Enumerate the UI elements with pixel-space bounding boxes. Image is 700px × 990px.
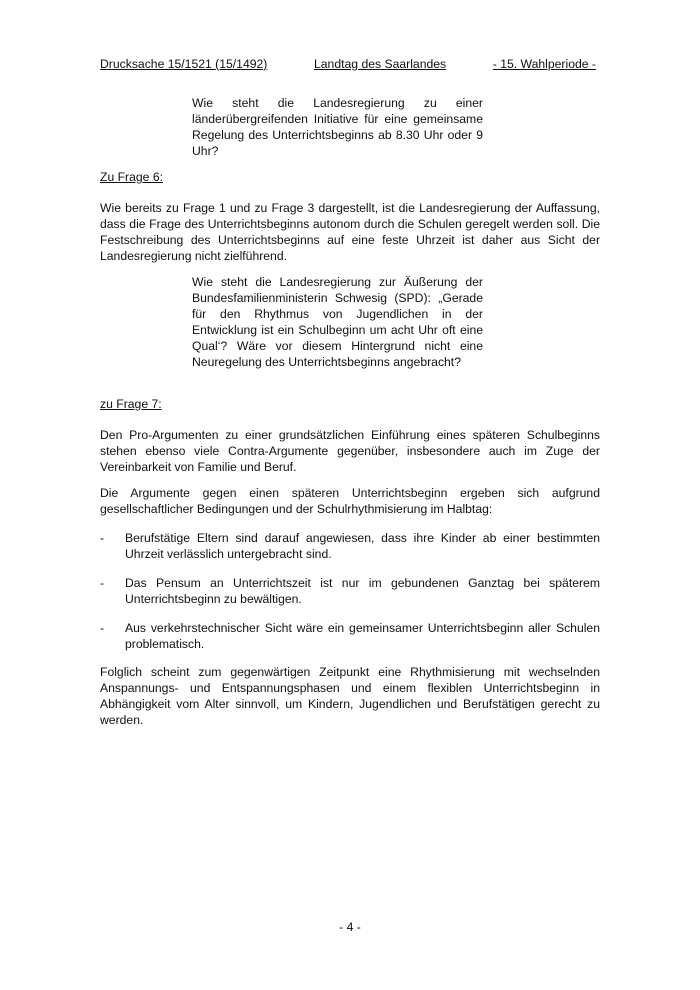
answer-6-heading: Zu Frage 6: [100, 170, 163, 184]
page-header [100, 56, 596, 72]
answer-7-conclusion: Folglich scheint zum gegenwärtigen Zeitpunkt eine Rhythmisierung mit wechselnden Anspannungs- und Entspannungsphasen und einem flexiblen Unterrichtsbeginn in Abhängigkeit vom Alter sinnvoll, um Kindern, Jugendlichen und Berufstätigen gerecht zu werden. [100, 665, 600, 727]
header-legislative-period: - 15. Wahlperiode - [492, 57, 596, 71]
bullet-text: Das Pensum an Unterrichtszeit ist nur im gebundenen Ganztag bei späterem Unterrichtsbeginn zu bewältigen. [125, 576, 600, 606]
bullet-marker: - [100, 531, 105, 545]
answer-6-text: Wie bereits zu Frage 1 und zu Frage 3 dargestellt, ist die Landesregierung der Auffassung, dass die Frage des Unterrichtsbeginns autonom durch die Schulen geregelt werden soll. Die Festschreibung des Unterrichtsbeginns auf eine feste Uhrzeit ist daher aus Sicht der Landesregierung nicht zielführend. [100, 201, 600, 263]
question-5-text: Wie steht die Landesregierung zu einer länderübergreifenden Initiative für eine gemeinsame Regelung des Unterrichtsbeginns ab 8.30 Uhr oder 9 Uhr? [192, 96, 483, 158]
bullet-marker: - [100, 576, 105, 590]
header-parliament-name: Landtag des Saarlandes [314, 57, 447, 71]
answer-7-paragraph-2: Die Argumente gegen einen späteren Unterrichtsbeginn ergeben sich aufgrund gesellschaftlicher Bedingungen und der Schulrhythmisierung im Halbtag: [100, 486, 600, 516]
answer-7-heading: zu Frage 7: [100, 397, 162, 411]
question-7-text: Wie steht die Landesregierung zur Äußerung der Bundesfamilienministerin Schwesig (SPD): „Gerade für den Rhythmus von Jugendlichen in der Entwicklung ist ein Schulbeginn um acht Uhr oft eine Qual‘? Wäre vor diesem Hintergrund nicht eine Neuregelung des Unterrichtsbeginns angebracht? [192, 275, 483, 369]
bullet-text: Aus verkehrstechnischer Sicht wäre ein gemeinsamer Unterrichtsbeginn aller Schulen problematisch. [125, 621, 600, 651]
bullet-text: Berufstätige Eltern sind darauf angewiesen, dass ihre Kinder ab einer bestimmten Uhrzeit verlässlich untergebracht sind. [125, 531, 600, 561]
bullet-marker: - [100, 621, 105, 635]
header-document-number: Drucksache 15/1521 (15/1492) [100, 57, 268, 71]
answer-7-paragraph-1: Den Pro-Argumenten zu einer grundsätzlichen Einführung eines späteren Schulbeginns stehen ebenso viele Contra-Argumente gegenüber, insbesondere auch im Zuge der Vereinbarkeit von Familie und Beruf. [100, 428, 600, 474]
page-number: - 4 - [339, 920, 361, 934]
